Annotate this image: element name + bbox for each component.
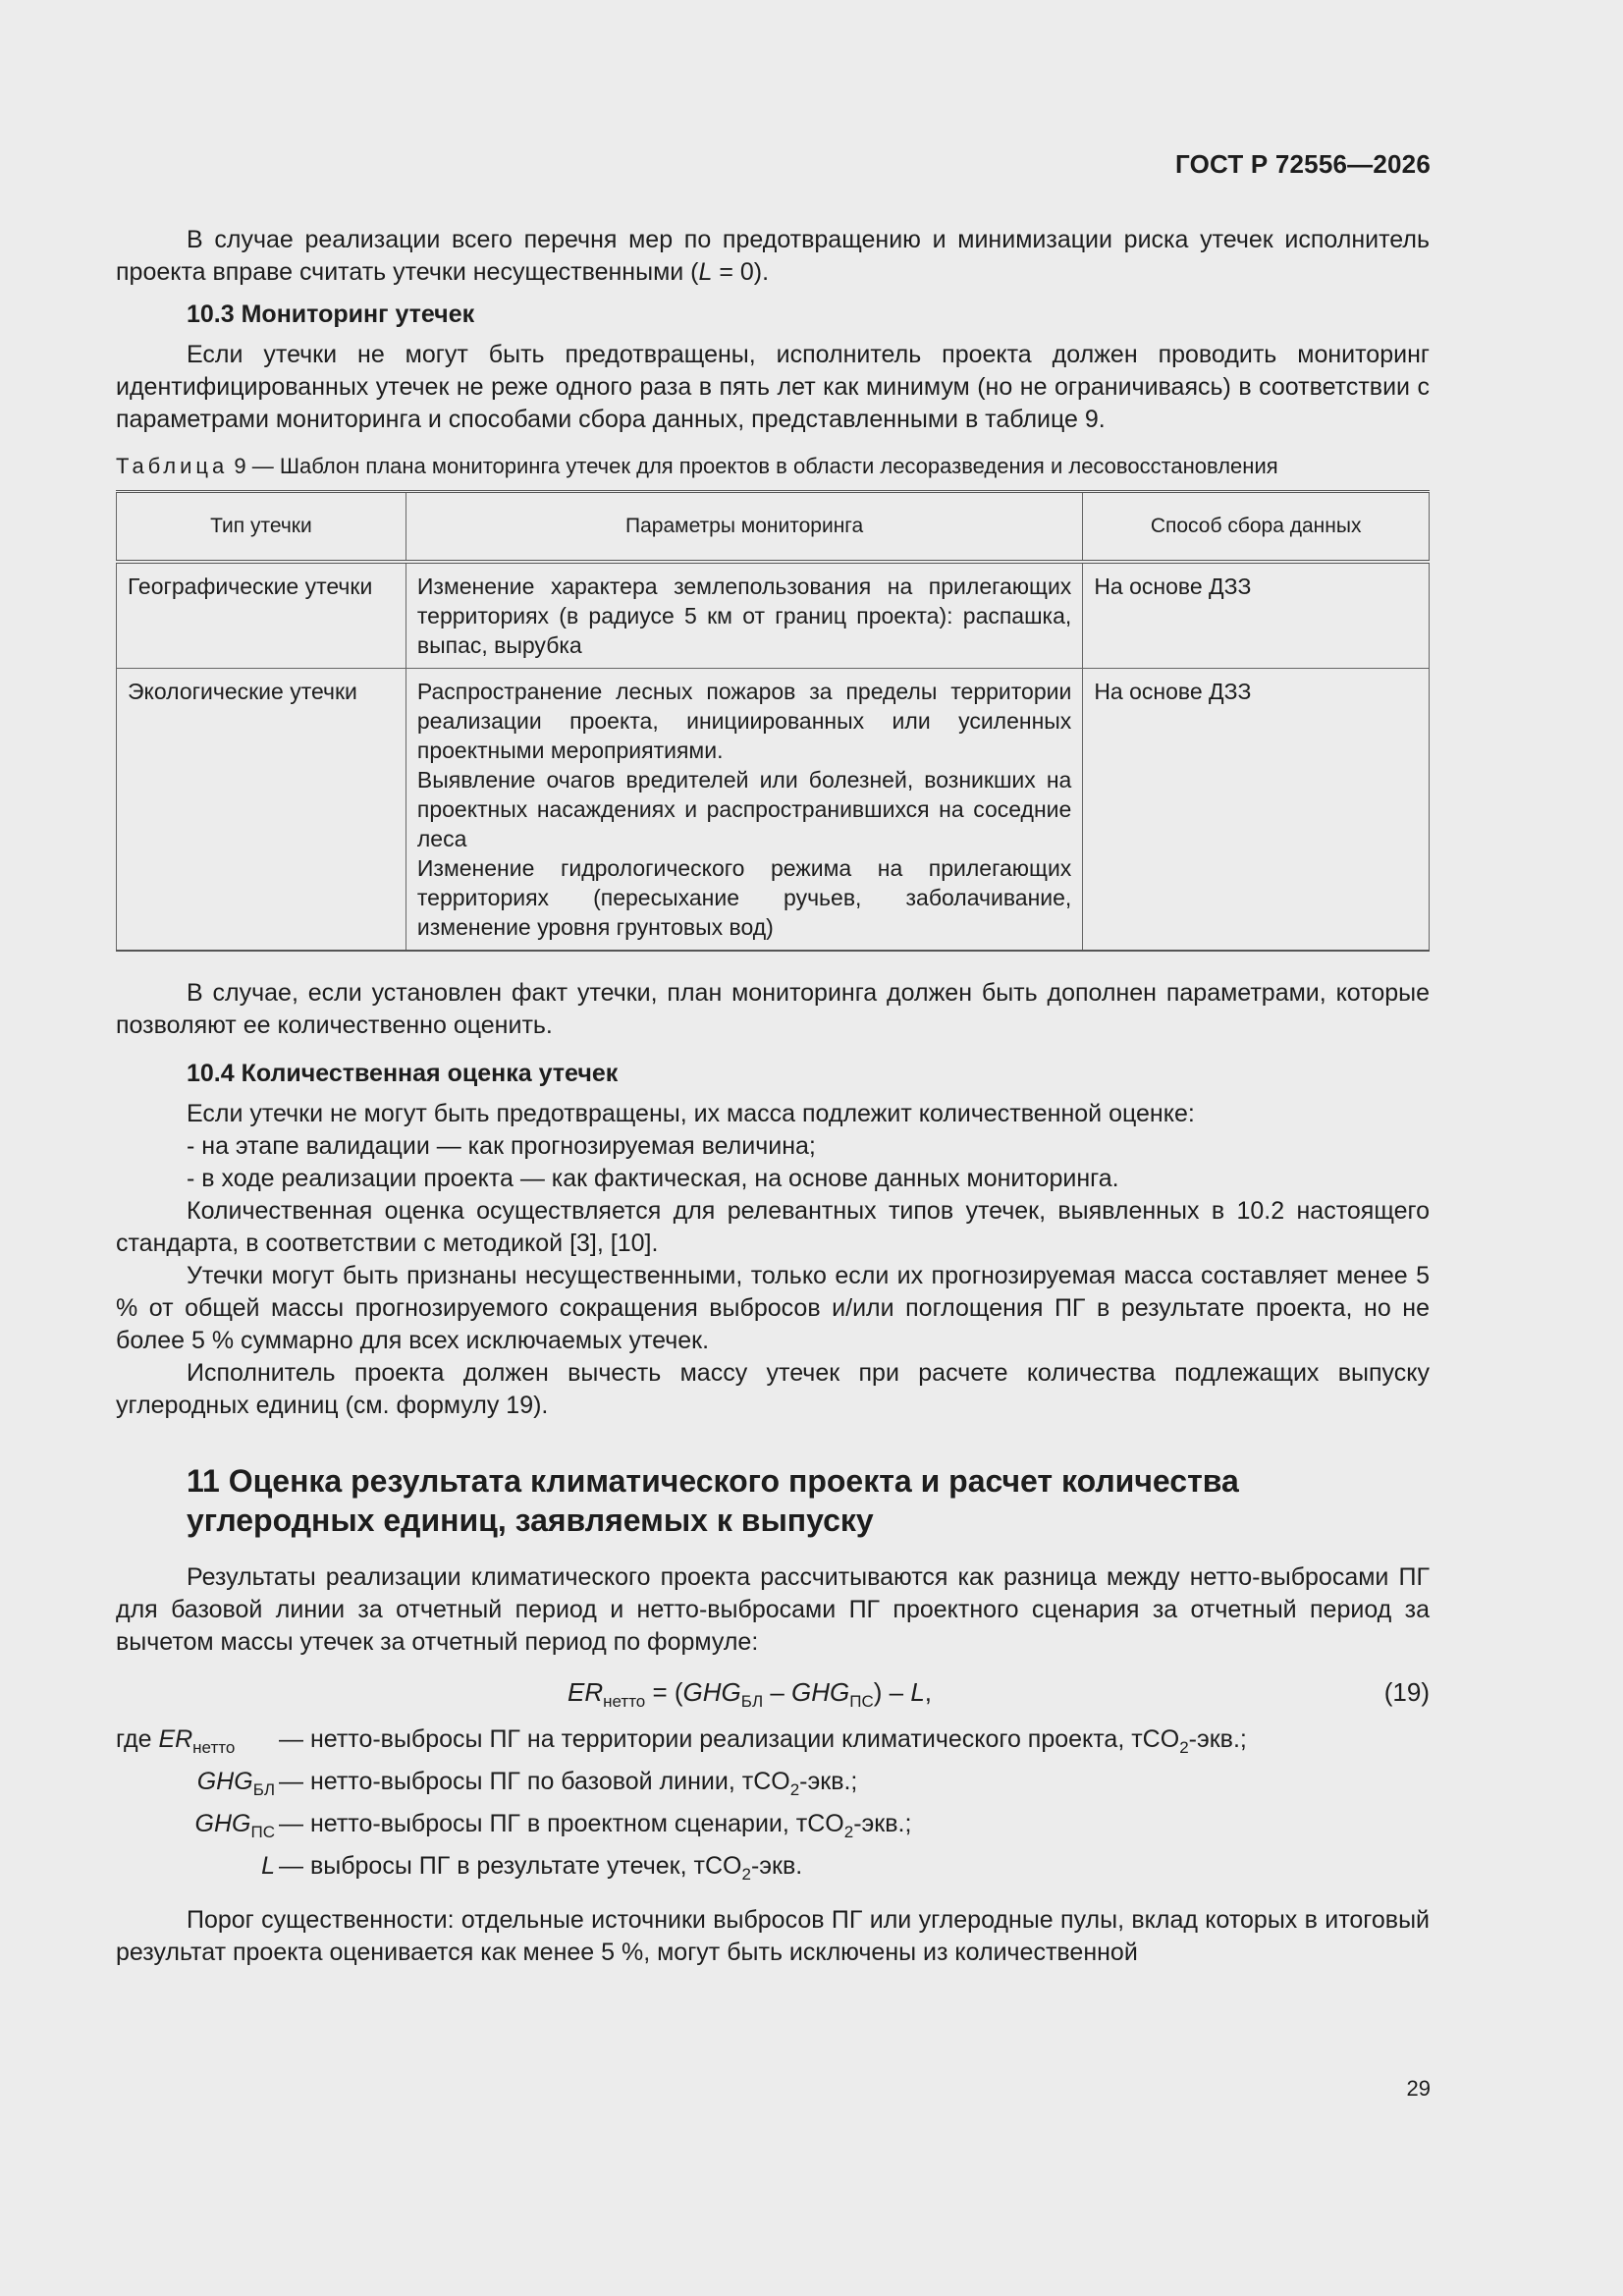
section-11-title: 11 Оценка результата климатического проекта и расчет количества углеродных единиц, заявляемых к выпуску bbox=[187, 1463, 1239, 1538]
page-content bbox=[116, 224, 1430, 1969]
definition-er: где $ER_{нетто}$ — нетто-выбросы ПГ на территории реализации климатического проекта, тCO$_2$-экв.; bbox=[116, 1725, 1247, 1757]
table-caption: Таблица 9 — Шаблон плана мониторинга утечек для проектов в области лесоразведения и лесовосстановления bbox=[116, 454, 1278, 478]
section-10-3-text: Если утечки не могут быть предотвращены, исполнитель проекта должен проводить мониторинг идентифицированных утечек не реже одного раза в пять лет как минимум (но не ограничиваясь) в соответствии с параметрами мониторинга и способами сбора данных, представленными в таблице 9. bbox=[116, 341, 1430, 433]
params-cell: Изменение характера землепользования на прилегающих территориях (в радиусе 5 км от границ проекта): распашка, выпас, вырубка bbox=[406, 562, 1082, 669]
params-cell: Распространение лесных пожаров за пределы территории реализации проекта, инициированных или усиленных проектными мероприятиями. Выявление очагов вредителей или болезней, возникших на проектных насаждениях и распространившихся на соседние леса Изменение гидрологического режима на прилегающих территориях (пересыхание ручьев, заболачивание, изменение уровня грунтовых вод) bbox=[406, 669, 1082, 952]
section-10-4-paragraph: Количественная оценка осуществляется для релевантных типов утечек, выявленных в 10.2 настоящего стандарта, в соответствии с методикой [3], [10]. bbox=[116, 1197, 1430, 1257]
list-item: - в ходе реализации проекта — как фактическая, на основе данных мониторинга. bbox=[187, 1165, 1119, 1192]
intro-paragraph: В случае реализации всего перечня мер по предотвращению и минимизации риска утечек исполнитель проекта вправе считать утечки несущественными (L = 0). bbox=[116, 226, 1430, 286]
formula-19 bbox=[116, 1672, 1430, 1716]
formula-definitions bbox=[116, 1723, 1430, 1892]
section-10-4-title: 10.4 Количественная оценка утечек bbox=[187, 1060, 619, 1087]
method-cell: На основе ДЗЗ bbox=[1083, 562, 1430, 669]
section-11-paragraph: Результаты реализации климатического проекта рассчитываются как разница между нетто-выбросами ПГ для базовой линии за отчетный период и нетто-выбросами ПГ проектного сценария за отчетный период за вычетом массы утечек за отчетный период по формуле: bbox=[116, 1563, 1430, 1656]
section-10-4-intro: Если утечки не могут быть предотвращены, их масса подлежит количественной оценке: bbox=[187, 1100, 1195, 1127]
formula-number: (19) bbox=[1383, 1677, 1430, 1707]
header-cell: Тип утечки bbox=[117, 492, 406, 563]
table-row bbox=[117, 562, 1430, 669]
list-item: - на этапе валидации — как прогнозируемая величина; bbox=[187, 1132, 816, 1160]
monitoring-table bbox=[116, 490, 1430, 952]
leak-type-cell: Географические утечки bbox=[117, 562, 406, 669]
section-10-4-paragraph: Утечки могут быть признаны несущественными, только если их прогнозируемая масса составляет менее 5 % от общей массы прогнозируемого сокращения выбросов и/или поглощения ПГ в результате проекта, но не более 5 % суммарно для всех исключаемых утечек. bbox=[116, 1262, 1430, 1354]
header-cell: Параметры мониторинга bbox=[406, 492, 1082, 563]
definition-ghg-ps: $GHG_{ПС}$ — нетто-выбросы ПГ в проектном сценарии, тCO$_2$-экв.; bbox=[194, 1810, 912, 1841]
formula-expression: $ER_{нетто} = (GHG_{БЛ} - GHG_{ПС}) - L$, bbox=[568, 1677, 933, 1711]
page-number: 29 bbox=[1406, 2076, 1431, 2101]
threshold-paragraph: Порог существенности: отдельные источники выбросов ПГ или углеродные пулы, вклад которых в итоговый результат проекта оценивается как менее 5 %, могут быть исключены из количественной bbox=[116, 1906, 1430, 1966]
header-cell: Способ сбора данных bbox=[1083, 492, 1430, 563]
table-header-row bbox=[117, 492, 1430, 563]
definition-ghg-bl: $GHG_{БЛ}$ — нетто-выбросы ПГ по базовой линии, тCO$_2$-экв.; bbox=[196, 1768, 858, 1799]
definition-l: L — выбросы ПГ в результате утечек, тCO$_2$-экв. bbox=[261, 1852, 803, 1884]
section-10-3-title: 10.3 Мониторинг утечек bbox=[187, 301, 475, 328]
after-table-paragraph: В случае, если установлен факт утечки, план мониторинга должен быть дополнен параметрами, которые позволяют ее количественно оценить. bbox=[116, 979, 1430, 1039]
method-cell: На основе ДЗЗ bbox=[1083, 669, 1430, 952]
section-10-4-paragraph: Исполнитель проекта должен вычесть массу утечек при расчете количества подлежащих выпуску углеродных единиц (см. формулу 19). bbox=[116, 1359, 1430, 1419]
leak-type-cell: Экологические утечки bbox=[117, 669, 406, 952]
standard-header: ГОСТ Р 72556—2026 bbox=[1175, 149, 1431, 179]
table-row bbox=[117, 669, 1430, 952]
